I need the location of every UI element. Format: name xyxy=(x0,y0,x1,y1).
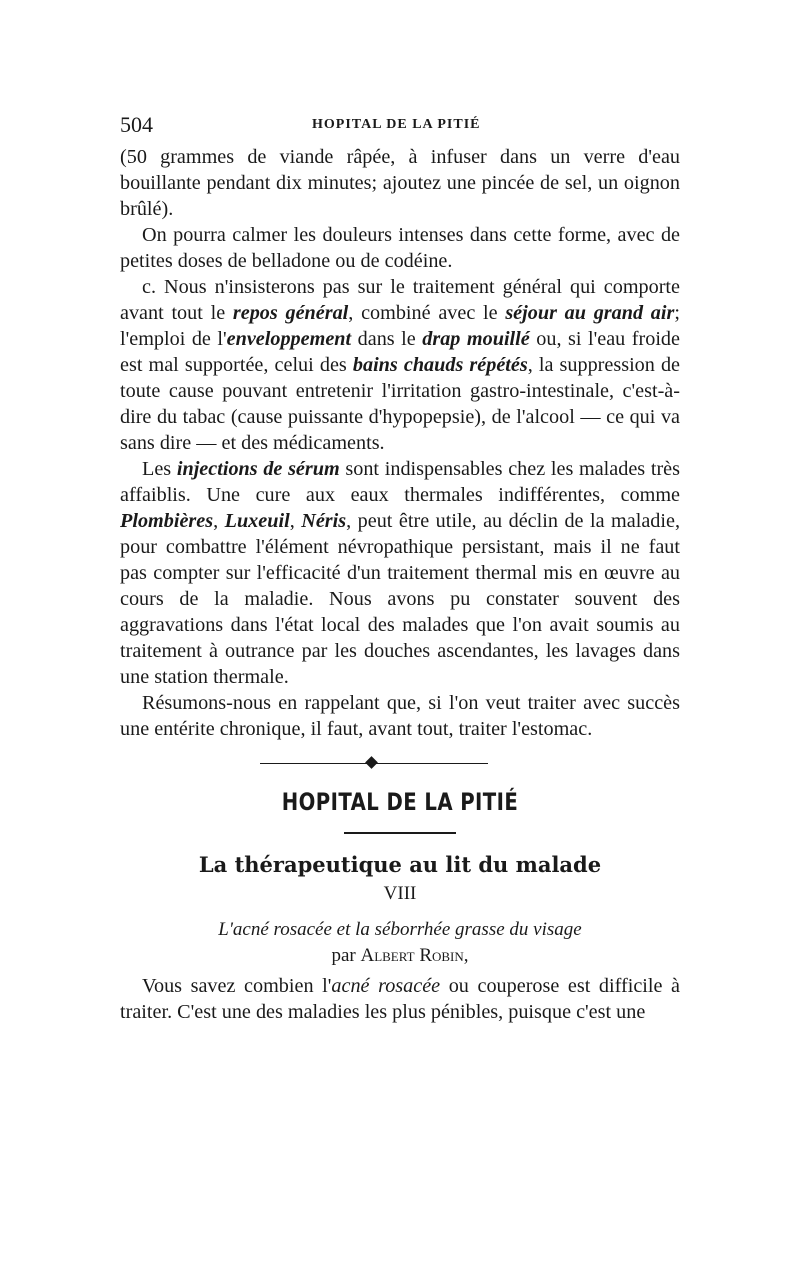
text-run: c. Nous n'insisterons pas sur le traitement général qui comporte avant tout le xyxy=(120,276,680,324)
emphasis: enveloppement xyxy=(226,328,352,350)
text-run: sont indispensables chez les malades très affaiblis. Une cure aux eaux thermales indifférentes, comme xyxy=(120,458,680,506)
emphasis: repos général xyxy=(232,302,349,324)
article-subtitle: L'acné rosacée et la séborrhée grasse du visage xyxy=(218,919,582,940)
text-run: , peut être utile, au déclin de la maladie, pour combattre l'élément névropathique persistant, mais il ne faut pas compter sur l'efficacité d'un traitement thermal mis en œuvre au cours de la maladie. Nous avons pu constater souvent des aggravations dans l'état local des malades que l'on avait soumis au traitement à outrance par les douches ascendantes, les lavages dans une station thermale. xyxy=(120,510,680,688)
ornamental-rule xyxy=(120,754,680,774)
emphasis: injections de sérum xyxy=(176,458,340,480)
emphasis: séjour au grand air xyxy=(505,302,675,324)
text-run: , xyxy=(289,510,302,532)
text-run: dans le xyxy=(351,328,423,350)
paragraph-2: On pourra calmer les douleurs intenses dans cette forme, avec de petites doses de belladone ou de codéine. xyxy=(120,224,680,272)
emphasis: Plombières xyxy=(120,510,214,532)
emphasis: bains chauds répétés xyxy=(352,354,528,376)
page-header xyxy=(120,108,680,144)
paragraph-4 xyxy=(120,456,680,690)
text-run: ou, si l'eau froide est mal supportée, celui des xyxy=(120,328,680,376)
section-title: HOPITAL DE LA PITIÉ xyxy=(281,788,519,816)
text-run: ; l'emploi de l' xyxy=(120,302,680,350)
text-run: , combiné avec le xyxy=(348,302,506,324)
text-run: , la suppression de toute cause pouvant entretenir l'irritation gastro-intestinale, c'est-à-dire du tabac (cause puissante d'hypopepsie), de l'alcool — ce qui va sans dire — et des médicaments. xyxy=(120,354,681,454)
author-name: Albert Robin xyxy=(360,945,464,966)
emphasis: Néris xyxy=(301,510,347,532)
text-run: Vous savez combien l' xyxy=(142,975,332,997)
title-underline xyxy=(344,832,456,834)
text-run: Les xyxy=(142,458,177,480)
page-number: 504 xyxy=(120,112,153,137)
emphasis: acné rosacée xyxy=(331,975,441,997)
paragraph-1: (50 grammes de viande râpée, à infuser dans un verre d'eau bouillante pendant dix minutes; ajoutez une pincée de sel, un oignon brûlé). xyxy=(120,146,680,220)
running-head: HOPITAL DE LA PITIÉ xyxy=(312,117,481,132)
author-line xyxy=(120,945,680,967)
diamond-ornament-icon xyxy=(365,756,378,769)
page xyxy=(120,108,680,1025)
author-prefix: par xyxy=(331,945,361,966)
emphasis: Luxeuil xyxy=(224,510,290,532)
paragraph-3 xyxy=(120,274,680,456)
article-paragraph-1 xyxy=(120,973,680,1025)
article-title: La thérapeutique au lit du malade xyxy=(198,852,602,877)
author-suffix: , xyxy=(463,945,469,966)
text-run: , xyxy=(213,510,225,532)
text-run: ou couperose est difficile à traiter. C'est une des maladies les plus pénibles, puisque c'est une xyxy=(120,975,681,1023)
part-number: VIII xyxy=(383,883,417,904)
emphasis: drap mouillé xyxy=(422,328,530,350)
paragraph-5: Résumons-nous en rappelant que, si l'on veut traiter avec succès une entérite chronique, il faut, avant tout, traiter l'estomac. xyxy=(120,692,680,740)
